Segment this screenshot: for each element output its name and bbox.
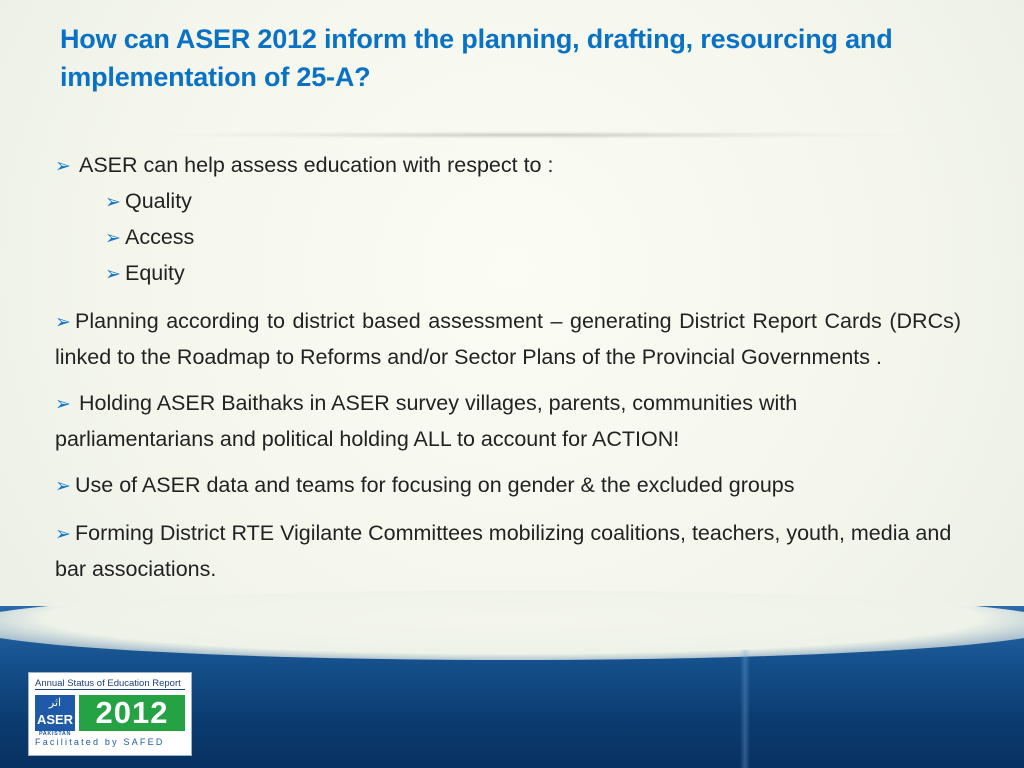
arrow-bullet-icon: ➢ bbox=[105, 192, 121, 213]
footer-curve bbox=[0, 590, 1024, 660]
point-text: Planning according to district based assessment – generating District Report Cards (DRCs) linked to the Roadmap to Reforms and/or Sector Plans of the Provincial Governments . bbox=[55, 309, 961, 369]
sub-item-access: Access bbox=[125, 225, 195, 249]
point-text: Use of ASER data and teams for focusing on gender & the excluded groups bbox=[75, 473, 795, 497]
footer-glow bbox=[740, 650, 750, 768]
point-text: Holding ASER Baithaks in ASER survey villages, parents, communities with parliamentarians and political holding ALL to account for ACTION! bbox=[55, 391, 798, 451]
sub-item bbox=[55, 184, 961, 220]
intro-text: ASER can help assess education with respect to : bbox=[79, 153, 554, 177]
arrow-bullet-icon: ➢ bbox=[55, 476, 71, 497]
sub-item-quality: Quality bbox=[125, 189, 192, 213]
point-committees bbox=[55, 516, 961, 586]
content-body bbox=[55, 148, 961, 586]
arrow-bullet-icon: ➢ bbox=[55, 156, 71, 177]
arrow-bullet-icon: ➢ bbox=[55, 394, 71, 415]
sub-item-equity: Equity bbox=[125, 261, 185, 285]
arrow-bullet-icon: ➢ bbox=[105, 228, 121, 249]
point-gender bbox=[55, 468, 961, 504]
logo-urdu: اثر bbox=[48, 697, 62, 709]
title-divider bbox=[150, 131, 910, 139]
logo-header: Annual Status of Education Report bbox=[35, 678, 185, 690]
arrow-bullet-icon: ➢ bbox=[55, 312, 71, 333]
point-baithaks bbox=[55, 386, 961, 456]
point-text: Forming District RTE Vigilante Committees mobilizing coalitions, teachers, youth, media and bar associations. bbox=[55, 521, 952, 581]
sub-item bbox=[55, 256, 961, 292]
point-planning bbox=[55, 304, 961, 374]
sub-item bbox=[55, 220, 961, 256]
arrow-bullet-icon: ➢ bbox=[105, 264, 121, 285]
logo-aser: ASER bbox=[35, 695, 75, 731]
logo-year: 2012 bbox=[79, 695, 185, 731]
aser-logo bbox=[28, 672, 192, 756]
logo-pakistan: PAKISTAN bbox=[38, 731, 72, 737]
arrow-bullet-icon: ➢ bbox=[55, 524, 71, 545]
intro-bullet bbox=[55, 148, 961, 184]
logo-facilitated: Facilitated by SAFED bbox=[35, 737, 165, 747]
slide-title: How can ASER 2012 inform the planning, drafting, resourcing and implementation of 25-A? bbox=[60, 24, 893, 92]
